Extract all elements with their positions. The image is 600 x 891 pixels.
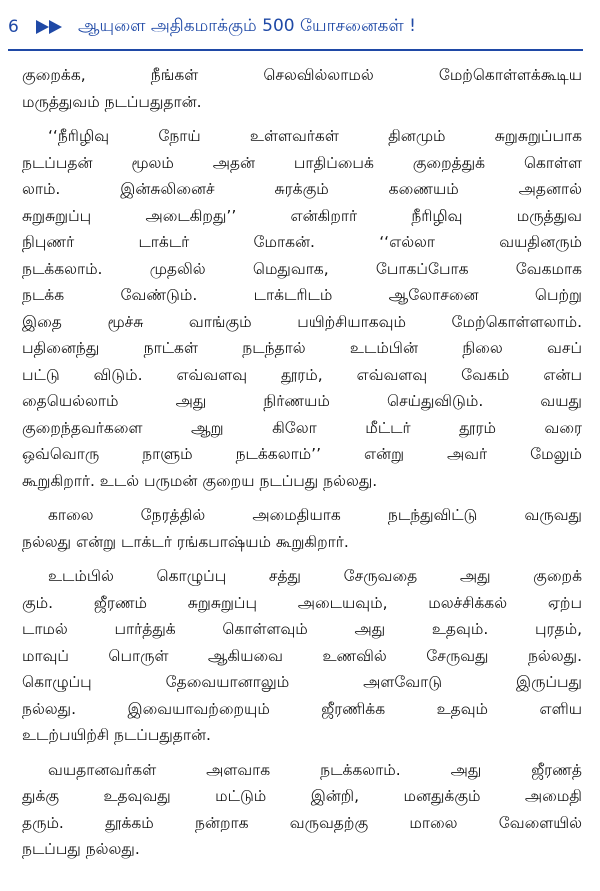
- text-line: பட்டு விடும். எவ்வளவு தூரம், எவ்வளவு வேகம் என்ப: [22, 365, 582, 384]
- text-line: ஒவ்வொரு நாளும் நடக்கலாம்’’ என்று அவர் மேலும்: [22, 445, 582, 463]
- text-line: நடப்பதன் மூலம் அதன் பாதிப்பைக் குறைத்துக் கொள்ள: [22, 153, 582, 172]
- page-number: 6: [8, 17, 19, 37]
- double-arrow-right-icon: [36, 20, 64, 34]
- text-line: தரும். தூக்கம் நன்றாக வருவதற்கு மாலை வேளையில்: [22, 813, 582, 832]
- text-line: உடற்பயிற்சி நடப்பதுதான்.: [22, 726, 211, 744]
- text-line: கும். ஜீரணம் சுறுசுறுப்பு அடையவும், மலச்சிக்கல் ஏற்ப: [22, 593, 582, 612]
- text-line: இதை மூச்சு வாங்கும் பயிற்சியாகவும் மேற்கொள்ளலாம்.: [22, 312, 582, 331]
- text-line: தையெல்லாம் அது நிர்ணயம் செய்துவிடும். வயது: [22, 392, 582, 410]
- text-line: துக்கு உதவுவது மட்டும் இன்றி, மனதுக்கும் அமைதி: [22, 787, 582, 805]
- text-line: நிபுணர் டாக்டர் மோகன். ‘‘எல்லா வயதினரும்: [22, 233, 582, 251]
- paragraph: [22, 123, 582, 494]
- paragraph: [22, 757, 582, 863]
- text-line: பதினைந்து நாட்கள் நடந்தால் உடம்பின் நிலை வசப்: [22, 339, 582, 357]
- text-line: நடக்க வேண்டும். டாக்டரிடம் ஆலோசனை பெற்று: [22, 286, 582, 304]
- body-text: [22, 62, 582, 871]
- text-line: காலை நேரத்தில் அமைதியாக நடந்துவிட்டு வருவது: [48, 506, 582, 524]
- text-line: வயதானவர்கள் அளவாக நடக்கலாம். அது ஜீரணத்: [48, 760, 582, 779]
- text-line: நடப்பது நல்லது.: [22, 840, 140, 858]
- text-line: கொழுப்பு தேவையானாலும் அளவோடு இருப்பது: [22, 673, 582, 691]
- text-line: குறைந்தவர்களை ஆறு கிலோ மீட்டர் தூரம் வரை: [22, 418, 582, 437]
- text-line: மருத்துவம் நடப்பதுதான்.: [22, 92, 202, 111]
- paragraph: [22, 62, 582, 115]
- paragraph: [22, 563, 582, 749]
- text-line: நல்லது என்று டாக்டர் ரங்கபாஷ்யம் கூறுகிறார்.: [22, 532, 349, 551]
- header-rule: [8, 49, 583, 51]
- text-line: ‘‘நீரிழிவு நோய் உள்ளவர்கள் தினமும் சுறுசுறுப்பாக: [48, 127, 582, 145]
- page-header: [8, 10, 583, 44]
- text-line: கூறுகிறார். உடல் பருமன் குறைய நடப்பது நல்லது.: [22, 471, 378, 490]
- paragraph: [22, 502, 582, 555]
- text-line: குறைக்க, நீங்கள் செலவில்லாமல் மேற்கொள்ளக்கூடிய: [22, 66, 582, 84]
- text-line: உடம்பில் கொழுப்பு சத்து சேருவதை அது குறைக்: [48, 567, 582, 585]
- text-line: சுறுசுறுப்பு அடைகிறது’’ என்கிறார் நீரிழிவு மருத்துவ: [22, 206, 582, 225]
- text-line: நல்லது. இவையாவற்றையும் ஜீரணிக்க உதவும் எளிய: [22, 699, 582, 718]
- text-line: டாமல் பார்த்துக் கொள்ளவும் அது உதவும். புரதம்,: [22, 620, 582, 638]
- text-line: நடக்கலாம். முதலில் மெதுவாக, போகப்போக வேகமாக: [22, 259, 582, 278]
- running-title: ஆயுளை அதிகமாக்கும் 500 யோசனைகள் !: [78, 16, 416, 36]
- text-line: லாம். இன்சுலினைச் சுரக்கும் கணையம் அதனால்: [22, 180, 582, 198]
- text-line: மாவுப் பொருள் ஆகியவை உணவில் சேருவது நல்லது.: [22, 646, 582, 665]
